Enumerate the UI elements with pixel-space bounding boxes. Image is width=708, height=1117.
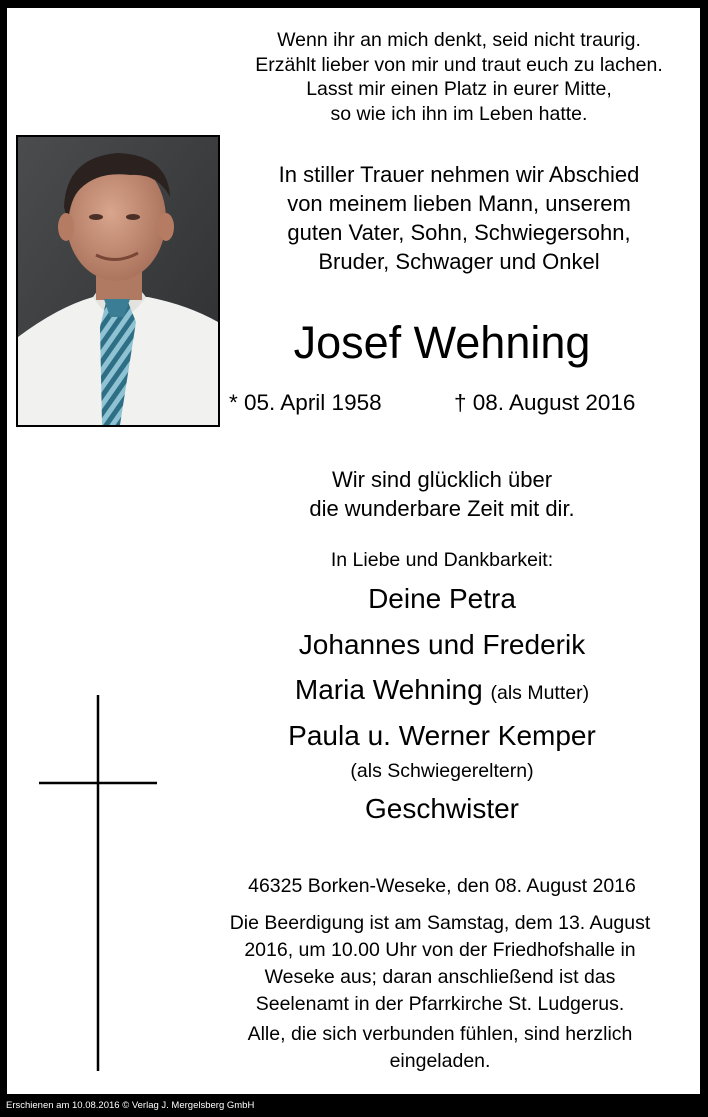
funeral-line: 2016, um 10.00 Uhr von der Friedhofshalle in bbox=[244, 939, 636, 961]
life-dates bbox=[229, 388, 636, 418]
funeral-line: Die Beerdigung ist am Samstag, dem 13. August bbox=[229, 912, 651, 934]
mourner-name: Geschwister bbox=[364, 793, 520, 824]
mourners-intro: In Liebe und Dankbarkeit: bbox=[330, 549, 554, 571]
death-date: † 08. August 2016 bbox=[454, 390, 636, 415]
mourner-name: Paula u. Werner Kemper bbox=[288, 720, 596, 751]
farewell-line: guten Vater, Sohn, Schwiegersohn, bbox=[287, 220, 631, 245]
poem-line: so wie ich ihn im Leben hatte. bbox=[330, 102, 588, 125]
mourner-name: Johannes und Frederik bbox=[298, 629, 586, 660]
farewell-text bbox=[219, 160, 699, 276]
poem-line: Wenn ihr an mich denkt, seid nicht traurig. bbox=[277, 29, 641, 51]
obituary-notice bbox=[7, 8, 700, 1094]
portrait-photo bbox=[16, 135, 220, 427]
gratitude-line: Wir sind glücklich über bbox=[331, 467, 553, 492]
mourner-relation: (als Schwiegereltern) bbox=[350, 760, 534, 782]
mourner-relation: (als Mutter) bbox=[490, 682, 590, 704]
funeral-line: Weseke aus; daran anschließend ist das bbox=[264, 966, 616, 988]
birth-date: * 05. April 1958 bbox=[229, 390, 382, 415]
gratitude-text bbox=[219, 465, 665, 523]
place-and-date: 46325 Borken-Weseke, den 08. August 2016 bbox=[248, 875, 636, 897]
mourner-name: Deine Petra bbox=[368, 583, 516, 614]
deceased-name: Josef Wehning bbox=[293, 317, 591, 368]
mourner-name: Maria Wehning bbox=[294, 674, 483, 705]
funeral-details bbox=[202, 910, 678, 1018]
farewell-line: von meinem lieben Mann, unserem bbox=[287, 191, 631, 216]
mourner-entry bbox=[207, 672, 677, 711]
funeral-line: Seelenamt in der Pfarrkirche St. Ludgerus. bbox=[255, 993, 625, 1015]
invitation-text bbox=[202, 1021, 678, 1074]
invitation-line: Alle, die sich verbunden fühlen, sind herzlich bbox=[247, 1023, 633, 1045]
cross-icon bbox=[39, 695, 157, 1071]
poem-line: Lasst mir einen Platz in eurer Mitte, bbox=[306, 78, 612, 100]
poem-verse bbox=[219, 28, 699, 126]
farewell-line: Bruder, Schwager und Onkel bbox=[318, 249, 600, 274]
publication-footer: Erschienen am 10.08.2016 © Verlag J. Mergelsberg GmbH bbox=[6, 1100, 255, 1111]
gratitude-line: die wunderbare Zeit mit dir. bbox=[309, 496, 575, 521]
poem-line: Erzählt lieber von mir und traut euch zu lachen. bbox=[255, 53, 663, 76]
invitation-line: eingeladen. bbox=[389, 1049, 491, 1072]
farewell-line: In stiller Trauer nehmen wir Abschied bbox=[278, 162, 640, 187]
